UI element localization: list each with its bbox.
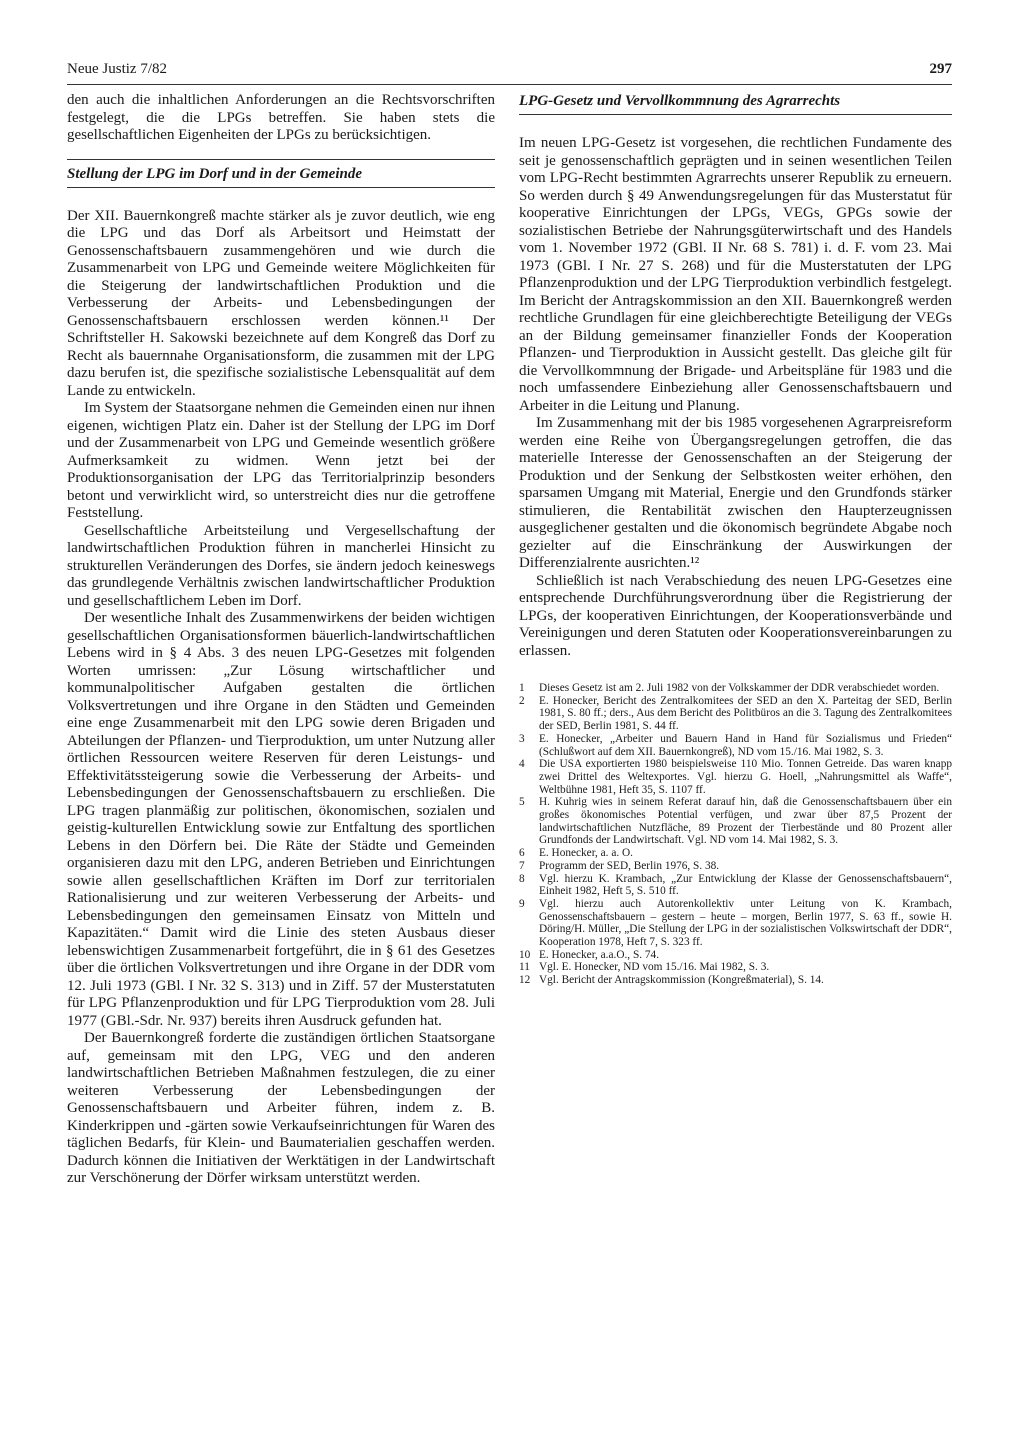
footnote — [519, 847, 952, 860]
footnote-number: 9 — [519, 897, 525, 910]
footnote-number: 4 — [519, 758, 525, 771]
footnote — [519, 898, 952, 949]
footnote — [519, 682, 952, 695]
section-heading: LPG-Gesetz und Vervollkommnung des Agrarrechts — [519, 93, 841, 109]
body-paragraph: Gesellschaftliche Arbeitsteilung und Vergesellschaftung der landwirtschaftlichen Produktion führen in mancherlei Hinsicht zu strukturellen Veränderungen des Dorfes, sie ändern jedoch keineswegs das grundlegende Verhältnis zwischen landwirtschaftlicher Produktion und gesellschaftlichem Leben im Dorf. — [67, 522, 495, 609]
footnote-number: 11 — [519, 961, 530, 974]
body-paragraph: Im neuen LPG-Gesetz ist vorgesehen, die rechtlichen Fundamente des seit je genossenschaftlich geprägten und in seinen wesentlichen Teilen vom LPG-Recht bestimmten Agrarrechts unserer Republik zu erneuern. So werden durch § 49 Anwendungsregelungen für das Musterstatut für kooperative Einrichtungen der LPGs, VEGs, GPGs sowie der sozialistischen Betriebe der Nahrungsgüterwirtschaft und des Handels vom 1. November 1972 (GBl. II Nr. 68 S. 781) i. d. F. vom 23. Mai 1973 (GBl. I Nr. 27 S. 268) und für die Musterstatuten der LPG Pflanzenproduktion und der LPG Tierproduktion verbindlich festgelegt. Im Bericht der Antragskommission an den XII. Bauernkongreß werden rechtliche Grundlagen für eine gleichberechtigte Beteiligung der VEGs an der Bildung gemeinsamer finanzieller Fonds der Kooperation Pflanzen- und Tierproduktion in Aussicht gestellt. Das gleiche gilt für die Vervollkommnung der Brigade- und Arbeitspläne für 1983 und die noch umfassendere Einbeziehung aller Genossenschaftsbauern und Arbeiter in die Leitung und Planung. — [519, 135, 952, 414]
footnote-number: 2 — [519, 694, 525, 707]
page-header — [67, 58, 952, 85]
footnote-text: E. Honecker, a.a.O., S. 74. — [539, 948, 660, 961]
footnote — [519, 733, 952, 758]
footnote-text: Vgl. hierzu auch Autorenkollektiv unter Leitung von K. Krambach, Genossenschaftsbauern – gestern – heute – morgen, Berlin 1977, S. 63 ff., sowie H. Döring/H. Müller, „Die Stellung der LPG in der sozialistischen Volkswirtschaft der DDR“, Kooperation 1978, Heft 7, S. 323 ff. — [539, 897, 952, 949]
footnote-number: 12 — [519, 974, 531, 987]
footnote-text: Dieses Gesetz ist am 2. Juli 1982 von der Volkskammer der DDR verabschiedet worden. — [539, 682, 940, 694]
page-number: 297 — [929, 61, 952, 77]
footnote-text: Vgl. E. Honecker, ND vom 15./16. Mai 1982, S. 3. — [539, 961, 770, 974]
footnote-text: Die USA exportierten 1980 beispielsweise 110 Mio. Tonnen Getreide. Das waren knapp zwei Drittel des Weltexportes. Vgl. hierzu G. Hoell, „Nahrungsmittel als Waffe“, Weltbühne 1981, Heft 35, S. 1107 ff. — [539, 758, 952, 796]
footnote — [519, 695, 952, 733]
footnote — [519, 758, 952, 796]
right-column — [519, 92, 952, 987]
footnote — [519, 873, 952, 898]
footnote-text: Programm der SED, Berlin 1976, S. 38. — [539, 859, 720, 872]
footnote-number: 7 — [519, 859, 525, 872]
footnote-number: 8 — [519, 872, 525, 885]
footnote-number: 10 — [519, 948, 531, 961]
body-paragraph: Der XII. Bauernkongreß machte stärker als je zuvor deutlich, wie eng die LPG und das Dorf als Arbeitsort und Heimstatt der Genossenschaftsbauern zusammengehören und wie durch die Zusammenarbeit von LPG und Gemeinde weitere Möglichkeiten für die Steigerung der landwirtschaftlichen Produktion und die Verbesserung der Arbeits- und Lebensbedingungen der Genossenschaftsbauern erschlossen werden können.¹¹ Der Schriftsteller H. Sakowski bezeichnete auf dem Kongreß das Dorf zu Recht als bauernnahe Organisationsform, die zusammen mit der LPG dazu berufen ist, die spezifische sozialistische Lebensqualität auf dem Lande zu entwickeln. — [67, 207, 495, 399]
footnote-number: 3 — [519, 732, 525, 745]
footnote-text: H. Kuhrig wies in seinem Referat darauf hin, daß die Genossenschaftsbauern über ein großes ökonomisches Potential verfügen, und zwar über 87,5 Prozent der landwirtschaftlichen Nutzfläche, 89 Prozent der Tierbestände und 80 Prozent aller Grundfonds der Landwirtschaft. Vgl. ND vom 14. Mai 1982, S. 3. — [539, 796, 952, 847]
footnote-number: 1 — [519, 682, 525, 694]
footnote-text: E. Honecker, a. a. O. — [539, 847, 633, 860]
intro-paragraph: den auch die inhaltlichen Anforderungen an die Rechtsvorschriften festgelegt, die die LPGs betreffen. Sie haben stets die gesellschaftlichen Eigenheiten der LPGs zu berücksichtigen. — [67, 92, 495, 143]
footnote — [519, 860, 952, 873]
footnote-number: 5 — [519, 796, 525, 809]
journal-issue: Neue Justiz 7/82 — [67, 61, 167, 77]
footnote-text: E. Honecker, „Arbeiter und Bauern Hand in Hand für Sozialismus und Frieden“ (Schlußwort auf dem XII. Bauernkongreß), ND vom 15./16. Mai 1982, S. 3. — [539, 732, 952, 758]
footnote — [519, 961, 952, 974]
section-heading: Stellung der LPG im Dorf und in der Gemeinde — [67, 165, 363, 182]
footnote — [519, 796, 952, 847]
footnote-text: Vgl. hierzu K. Krambach, „Zur Entwicklung der Klasse der Genossenschaftsbauern“, Einheit 1982, Heft 5, S. 510 ff. — [539, 872, 952, 898]
body-paragraph: Im Zusammenhang mit der bis 1985 vorgesehenen Agrarpreisreform werden eine Reihe von Übergangsregelungen getroffen, die das materielle Interesse der Genossenschaften an der Steigerung der Produktion und der Senkung der Selbstkosten weiter erhöhen, den sparsamen Umgang mit Material, Energie und den Grundfonds stärker stimulieren, die Rentabilität zwischen den Haupterzeugnissen ausgeglichener gestalten und die ökonomisch begründete Abgabe noch gezielter auf die Einschränkung der Auswirkungen der Differenzialrente ausrichten.¹² — [519, 415, 952, 571]
footnote — [519, 949, 952, 962]
footnote-number: 6 — [519, 847, 525, 860]
body-paragraph: Im System der Staatsorgane nehmen die Gemeinden einen nur ihnen eigenen, wichtigen Platz ein. Daher ist der Stellung der LPG im Dorf und der Zusammenarbeit von LPG und Gemeinde wesentlich größere Aufmerksamkeit zu widmen. Wenn jetzt bei der Produktionsorganisation der LPG das Territorialprinzip besonders betont und verwirklicht wird, so unterstreicht dies nur die getroffene Feststellung. — [67, 400, 495, 521]
left-column — [67, 92, 495, 1188]
body-paragraph: Der Bauernkongreß forderte die zuständigen örtlichen Staatsorgane auf, gemeinsam mit den LPG, VEG und den anderen landwirtschaftlichen Betrieben Maßnahmen festzulegen, die zu einer weiteren Verbesserung der Lebensbedingungen der Genossenschaftsbauern und Arbeiter führen, indem z. B. Kinderkrippen und -gärten sowie Verkaufseinrichtungen für Waren des täglichen Bedarfs, für Klein- und Baumaterialien geschaffen werden. Dadurch können die Initiativen der Werktätigen in der Landwirtschaft zur Verschönerung der Dörfer wirksam unterstützt werden. — [67, 1030, 495, 1186]
footnotes — [519, 682, 952, 987]
footnote — [519, 974, 952, 987]
body-paragraph: Der wesentliche Inhalt des Zusammenwirkens der beiden wichtigen gesellschaftlichen Organisationsformen bäuerlich-landwirtschaftlichen Lebens wird in § 4 Abs. 3 des neuen LPG-Gesetzes mit folgenden Worten umrissen: „Zur Lösung wirtschaftlicher und kommunalpolitischer Aufgaben gestalten die örtlichen Volksvertretungen und ihre Organe in den Städten und Gemeinden eine enge Zusammenarbeit mit den LPG sowie deren Brigaden und Abteilungen der Pflanzen- und Tierproduktion, um unter Nutzung aller örtlichen Ressourcen weitere Reserven für deren Leistungs- und Effektivitätssteigerung sowie die Verbesserung der Arbeits- und Lebensbedingungen der Genossenschaftsbauern zu erschließen. Die LPG tragen planmäßig zur politischen, ökonomischen, sozialen und geistig-kulturellen Entwicklung sowie zur Entfaltung des sportlichen Lebens in den Dörfern bei. Die Räte der Städte und Gemeinden organisieren dazu mit den LPG, anderen Betrieben und Einrichtungen sowie allen gesellschaftlichen Kräften im Dorf zur territorialen Rationalisierung und zur weiteren Verbesserung der Arbeits- und Lebensbedingungen den gemeinsamen Einsatz von Mitteln und Kapazitäten.“ Damit wird die Linie des steten Ausbaus dieser lebenswichtigen Zusammenarbeit fortgeführt, die in § 61 des Gesetzes über die örtlichen Volksvertretungen und ihre Organe in der DDR vom 12. Juli 1973 (GBl. I Nr. 32 S. 313) und in Ziff. 57 der Musterstatuten für LPG Pflanzenproduktion und für LPG Tierproduktion vom 28. Juli 1977 (GBl.-Sdr. Nr. 937) bereits ihren Ausdruck gefunden hat. — [67, 610, 495, 1029]
footnote-text: E. Honecker, Bericht des Zentralkomitees der SED an den X. Parteitag der SED, Berlin 1981, S. 80 ff.; ders., Aus dem Bericht des Politbüros an die 3. Tagung des Zentralkomitees der SED, Berlin 1981, S. 44 ff. — [539, 694, 952, 733]
body-paragraph: Schließlich ist nach Verabschiedung des neuen LPG-Gesetzes eine entsprechende Durchführungsverordnung über die Registrierung der LPGs, der kooperativen Einrichtungen, der Kooperationsverbände und Vereinigungen und deren Statuten oder Kooperationsvereinbarungen zu erlassen. — [519, 572, 952, 659]
footnote-text: Vgl. Bericht der Antragskommission (Kongreßmaterial), S. 14. — [539, 974, 824, 987]
